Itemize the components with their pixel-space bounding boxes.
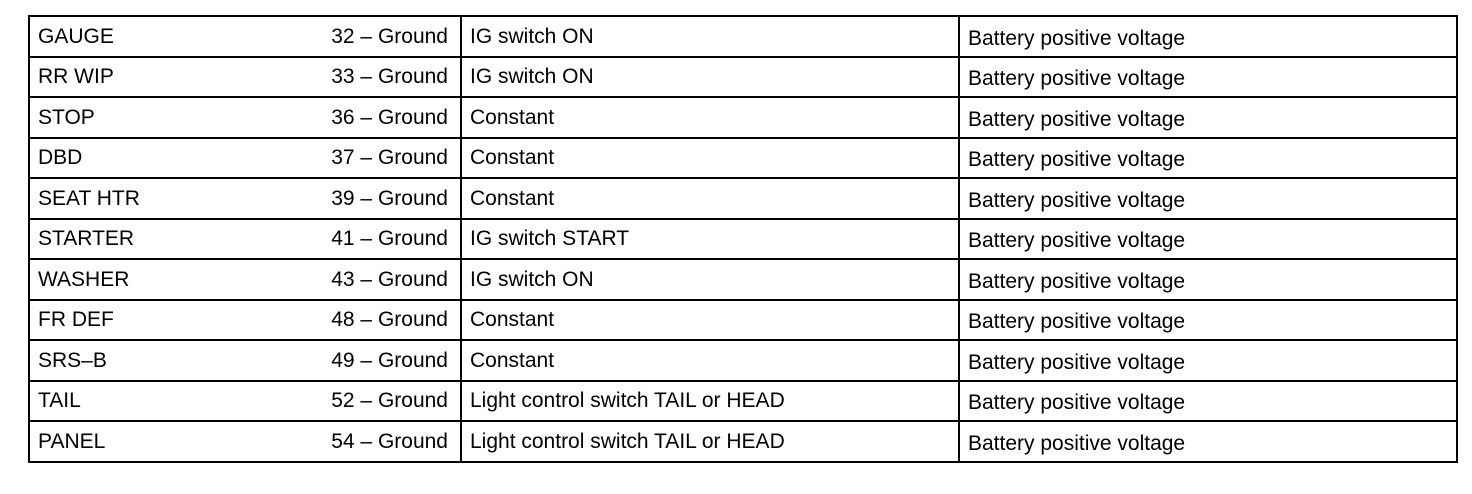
specified-value: Battery positive voltage [968,269,1186,293]
specified-value: Battery positive voltage [968,148,1186,172]
specified-value-cell [959,300,1457,341]
condition-cell: Constant [461,340,959,381]
specified-value-cell [959,16,1457,57]
terminal-ground: 52 – Ground [331,389,448,413]
condition-cell: IG switch START [461,219,959,260]
fuse-name: TAIL [38,389,81,413]
specified-value-cell [959,178,1457,219]
specified-value-cell [959,138,1457,179]
fuse-terminal-cell [29,340,461,381]
terminal-ground: 54 – Ground [331,429,448,453]
terminal-ground: 32 – Ground [331,24,448,48]
fuse-name: WASHER [38,267,130,291]
terminal-ground: 36 – Ground [331,105,448,129]
table-row [29,219,1457,260]
fuse-name: STARTER [38,227,135,251]
fuse-terminal-cell [29,300,461,341]
fuse-terminal-cell [29,138,461,179]
condition-cell: Constant [461,97,959,138]
condition-cell: Light control switch TAIL or HEAD [461,381,959,422]
fuse-terminal-cell [29,219,461,260]
fuse-voltage-table-container [28,15,1456,463]
fuse-terminal-cell [29,97,461,138]
condition-cell: IG switch ON [461,259,959,300]
condition-cell: Light control switch TAIL or HEAD [461,421,959,462]
fuse-name: SRS–B [38,348,107,372]
terminal-ground: 43 – Ground [331,267,448,291]
fuse-name: PANEL [38,429,106,453]
fuse-name: FR DEF [38,308,114,332]
terminal-ground: 37 – Ground [331,146,448,170]
specified-value: Battery positive voltage [968,107,1186,131]
specified-value: Battery positive voltage [968,310,1186,334]
fuse-terminal-cell [29,421,461,462]
table-body [29,16,1457,462]
fuse-name: GAUGE [38,24,114,48]
table-row [29,178,1457,219]
table-row [29,16,1457,57]
table-row [29,340,1457,381]
specified-value-cell [959,259,1457,300]
fuse-name: SEAT HTR [38,186,140,210]
specified-value-cell [959,421,1457,462]
table-row [29,381,1457,422]
table-row [29,300,1457,341]
fuse-terminal-cell [29,259,461,300]
specified-value: Battery positive voltage [968,229,1186,253]
specified-value-cell [959,381,1457,422]
specified-value: Battery positive voltage [968,431,1186,455]
table-row [29,138,1457,179]
specified-value-cell [959,97,1457,138]
specified-value: Battery positive voltage [968,391,1186,415]
specified-value-cell [959,57,1457,98]
fuse-terminal-cell [29,57,461,98]
terminal-ground: 33 – Ground [331,65,448,89]
terminal-ground: 39 – Ground [331,186,448,210]
fuse-name: DBD [38,146,83,170]
terminal-ground: 41 – Ground [331,227,448,251]
condition-cell: IG switch ON [461,16,959,57]
table-row [29,421,1457,462]
fuse-voltage-table [28,15,1458,463]
condition-cell: Constant [461,300,959,341]
specified-value: Battery positive voltage [968,26,1186,50]
condition-cell: Constant [461,178,959,219]
condition-cell: IG switch ON [461,57,959,98]
specified-value: Battery positive voltage [968,350,1186,374]
fuse-name: RR WIP [38,65,114,89]
fuse-terminal-cell [29,178,461,219]
fuse-name: STOP [38,105,95,129]
table-row [29,97,1457,138]
specified-value-cell [959,340,1457,381]
terminal-ground: 49 – Ground [331,348,448,372]
table-row [29,57,1457,98]
fuse-terminal-cell [29,381,461,422]
terminal-ground: 48 – Ground [331,308,448,332]
specified-value: Battery positive voltage [968,67,1186,91]
fuse-terminal-cell [29,16,461,57]
table-row [29,259,1457,300]
specified-value-cell [959,219,1457,260]
specified-value: Battery positive voltage [968,188,1186,212]
condition-cell: Constant [461,138,959,179]
